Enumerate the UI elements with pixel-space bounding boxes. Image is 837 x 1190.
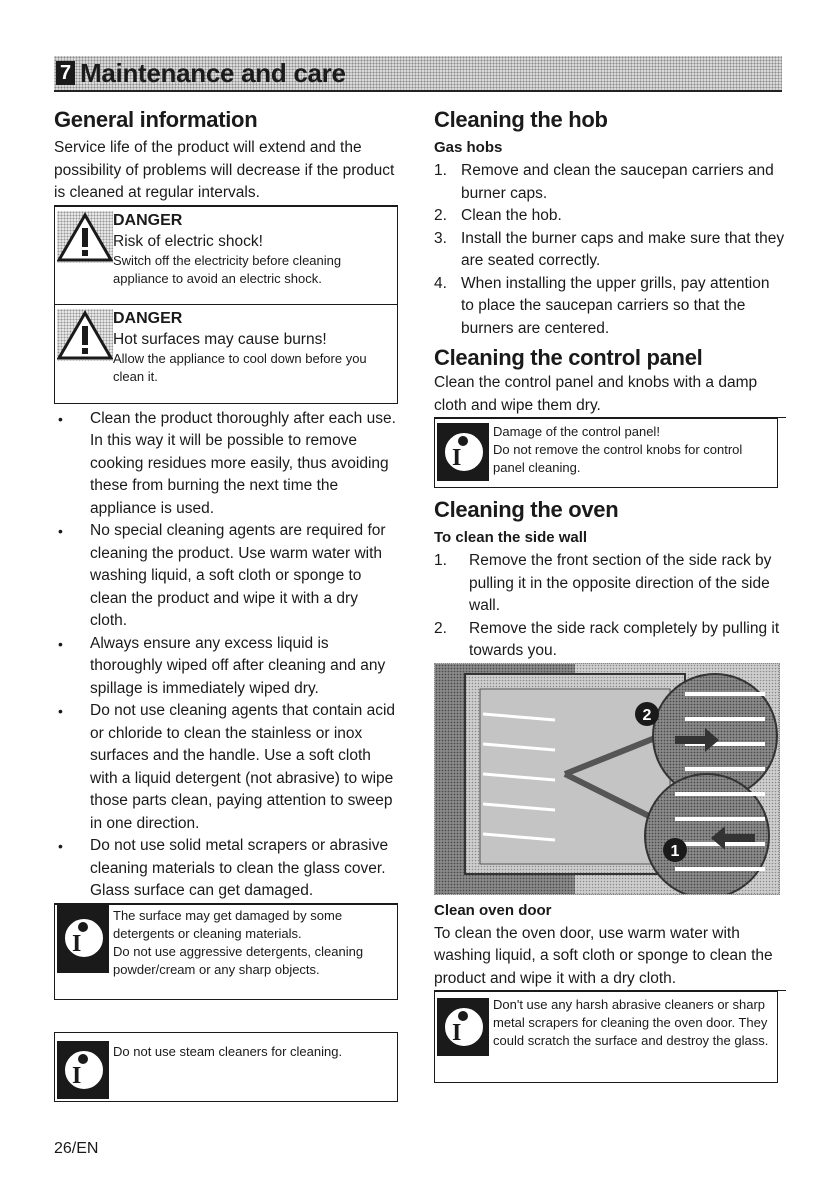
- info-icon: I: [437, 998, 489, 1056]
- info-box-control-panel: [434, 418, 778, 488]
- right-column: [434, 106, 786, 1083]
- info-icon: I: [57, 905, 109, 973]
- page-number: 26/EN: [54, 1140, 99, 1157]
- list-item: 1. Remove the front section of the side rack by pulling it in the opposite direction of the side wall.: [434, 552, 772, 614]
- list-item: • Do not use cleaning agents that contain acid or chloride to clean the stainless or inox surfaces and the handle. Use a soft cloth with a liquid detergent (not abrasive) to wipe those parts clean, paying attention to sweep in one direction.: [58, 702, 396, 832]
- list-item: • No special cleaning agents are required for cleaning the product. Use warm water with washing liquid, a soft cloth or sponge to clean the product and wipe it with a dry cloth.: [58, 522, 386, 629]
- side-wall-subheading: To clean the side wall: [434, 529, 588, 546]
- info-icon: I: [57, 1041, 109, 1099]
- info-text-2: Do not remove the control knobs for control panel cleaning.: [493, 442, 743, 475]
- info-box-surface: [54, 904, 398, 1000]
- warning-icon: [57, 211, 113, 263]
- info-box-steam: [54, 1032, 398, 1102]
- list-item: 2. Clean the hob.: [434, 207, 562, 224]
- cleaning-tips-list: [54, 408, 398, 904]
- danger-title: DANGER: [113, 309, 183, 327]
- list-item: 1. Remove and clean the saucepan carriers and burner caps.: [434, 162, 774, 202]
- clean-oven-door-subheading: Clean oven door: [434, 901, 552, 919]
- info-text: Do not use steam cleaners for cleaning.: [113, 1043, 343, 1059]
- danger-box-hot-surfaces: [54, 305, 398, 404]
- side-rack-illustration: [434, 663, 780, 895]
- figure-label-2: 2: [642, 706, 652, 724]
- control-panel-text: Clean the control panel and knobs with a damp cloth and wipe them dry.: [434, 372, 786, 418]
- info-box-oven-door: [434, 991, 778, 1083]
- figure-label-1: 1: [670, 842, 680, 860]
- hob-steps-list: [434, 160, 786, 340]
- list-item: • Always ensure any excess liquid is thoroughly wiped off after cleaning and any spillage is immediately wiped dry.: [58, 634, 386, 697]
- oven-door-text: To clean the oven door, use warm water with washing liquid, a soft cloth or sponge to clean the product and wipe it with a dry cloth.: [434, 923, 786, 992]
- info-text: Don't use any harsh abrasive cleaners or sharp metal scrapers for cleaning the oven door. They could scratch the surface and destroy the glass.: [493, 997, 769, 1048]
- info-text-2: Do not use aggressive detergents, cleaning powder/cream or any sharp objects.: [113, 943, 364, 977]
- list-item: 3. Install the burner caps and make sure that they are seated correctly.: [434, 229, 785, 269]
- info-text-1: The surface may get damaged by some detergents or cleaning materials.: [113, 907, 343, 941]
- side-wall-steps-list: [434, 550, 786, 663]
- chapter-number: 7: [56, 61, 75, 85]
- chapter-header: [54, 56, 782, 92]
- list-item: 2. Remove the side rack completely by pulling it towards you.: [434, 619, 780, 659]
- general-intro: Service life of the product will extend and the possibility of problems will decrease if the product is cleaned at regular intervals.: [54, 137, 398, 206]
- left-column: [54, 106, 398, 1102]
- cleaning-control-panel-heading: Cleaning the control panel: [434, 345, 703, 370]
- danger-box-electric: [54, 206, 398, 305]
- list-item: • Do not use solid metal scrapers or abrasive cleaning materials to clean the glass cover. Glass surface can get damaged.: [54, 835, 398, 904]
- gas-hobs-subheading: Gas hobs: [434, 139, 503, 156]
- chapter-title: Maintenance and care: [80, 58, 346, 88]
- list-item: 4. When installing the upper grills, pay attention to place the saucepan carriers so that the burners are centered.: [434, 274, 770, 337]
- danger-subtitle: Risk of electric shock!: [113, 232, 263, 250]
- info-icon: I: [437, 423, 489, 481]
- cleaning-oven-heading: Cleaning the oven: [434, 497, 619, 522]
- danger-text: Switch off the electricity before cleaning appliance to avoid an electric shock.: [113, 252, 342, 286]
- warning-icon: [57, 309, 113, 361]
- general-information-heading: General information: [54, 107, 258, 132]
- list-item: • Clean the product thoroughly after each use. In this way it will be possible to remove cooking residues more easily, thus avoiding these from burning the next time the appliance is used.: [58, 409, 396, 517]
- info-text-1: Damage of the control panel!: [493, 424, 660, 439]
- danger-title: DANGER: [113, 211, 183, 229]
- danger-subtitle: Hot surfaces may cause burns!: [113, 330, 327, 348]
- danger-text: Allow the appliance to cool down before you clean it.: [113, 350, 367, 384]
- cleaning-hob-heading: Cleaning the hob: [434, 107, 608, 132]
